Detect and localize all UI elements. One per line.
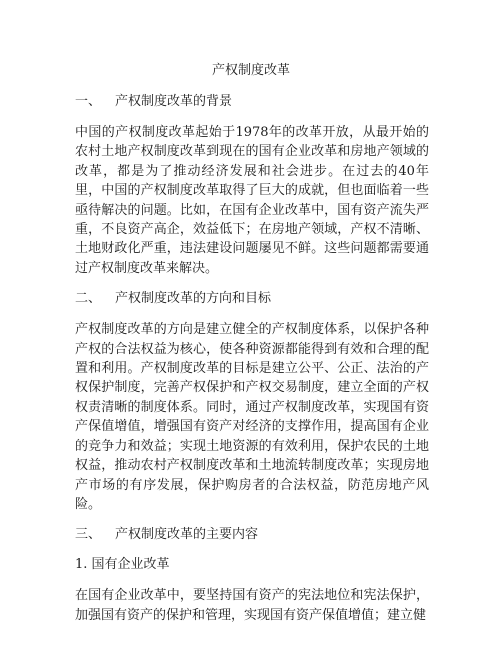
section-paragraph-1: 中国的产权制度改革起始于1978年的改革开放，从最开始的农村土地产权制度改革到现在的国有企业改革和房地产领域的改革，都是为了推动经济发展和社会进步。在过去的40年里，中国的产权制度改革取得了巨大的成就，但也面临着一些亟待解决的问题。比如，在国有企业改革中，国有资产流失严重，不良资产高企，效益低下；在房地产领域，产权不清晰、土地财政化严重，违法建设问题屡见不鲜。这些问题都需要通过产权制度改革来解决。 — [75, 125, 429, 276]
section-heading-1 — [75, 93, 502, 111]
section-heading-3 — [75, 526, 502, 544]
document-title: 产权制度改革 — [211, 63, 290, 78]
section-number-2: 二、 — [75, 291, 102, 307]
section-paragraph-2: 产权制度改革的方向是建立健全的产权制度体系，以保护各种产权的合法权益为核心，使各种资源都能得到有效和合理的配置和利用。产权制度改革的目标是建立公平、公正、法治的产权保护制度，完善产权保护和产权交易制度，建立全面的产权权责清晰的制度体系。同时，通过产权制度改革，实现国有资产保值增值，增强国有资产对经济的支撑作用，提高国有企业的竞争力和效益；实现土地资源的有效利用，保护农民的土地权益，推动农村产权制度改革和土地流转制度改革；实现房地产市场的有序发展，保护购房者的合法权益，防范房地产风险。 — [75, 322, 429, 512]
section-number-1: 一、 — [75, 94, 102, 109]
section-heading-text-2: 产权制度改革的方向和目标 — [115, 291, 272, 307]
section-number-3: 三、 — [75, 527, 102, 543]
subsection-heading: 1. 国有企业改革 — [75, 557, 170, 573]
subsection-paragraph: 在国有企业改革中，要坚持国有资产的宪法地位和宪法保护，加强国有资产的保护和管理，实现国有资产保值增值；建立健 — [75, 588, 429, 623]
section-heading-text-3: 产权制度改革的主要内容 — [115, 527, 259, 543]
section-heading-2 — [75, 290, 502, 308]
section-heading-text-1: 产权制度改革的背景 — [115, 94, 233, 109]
